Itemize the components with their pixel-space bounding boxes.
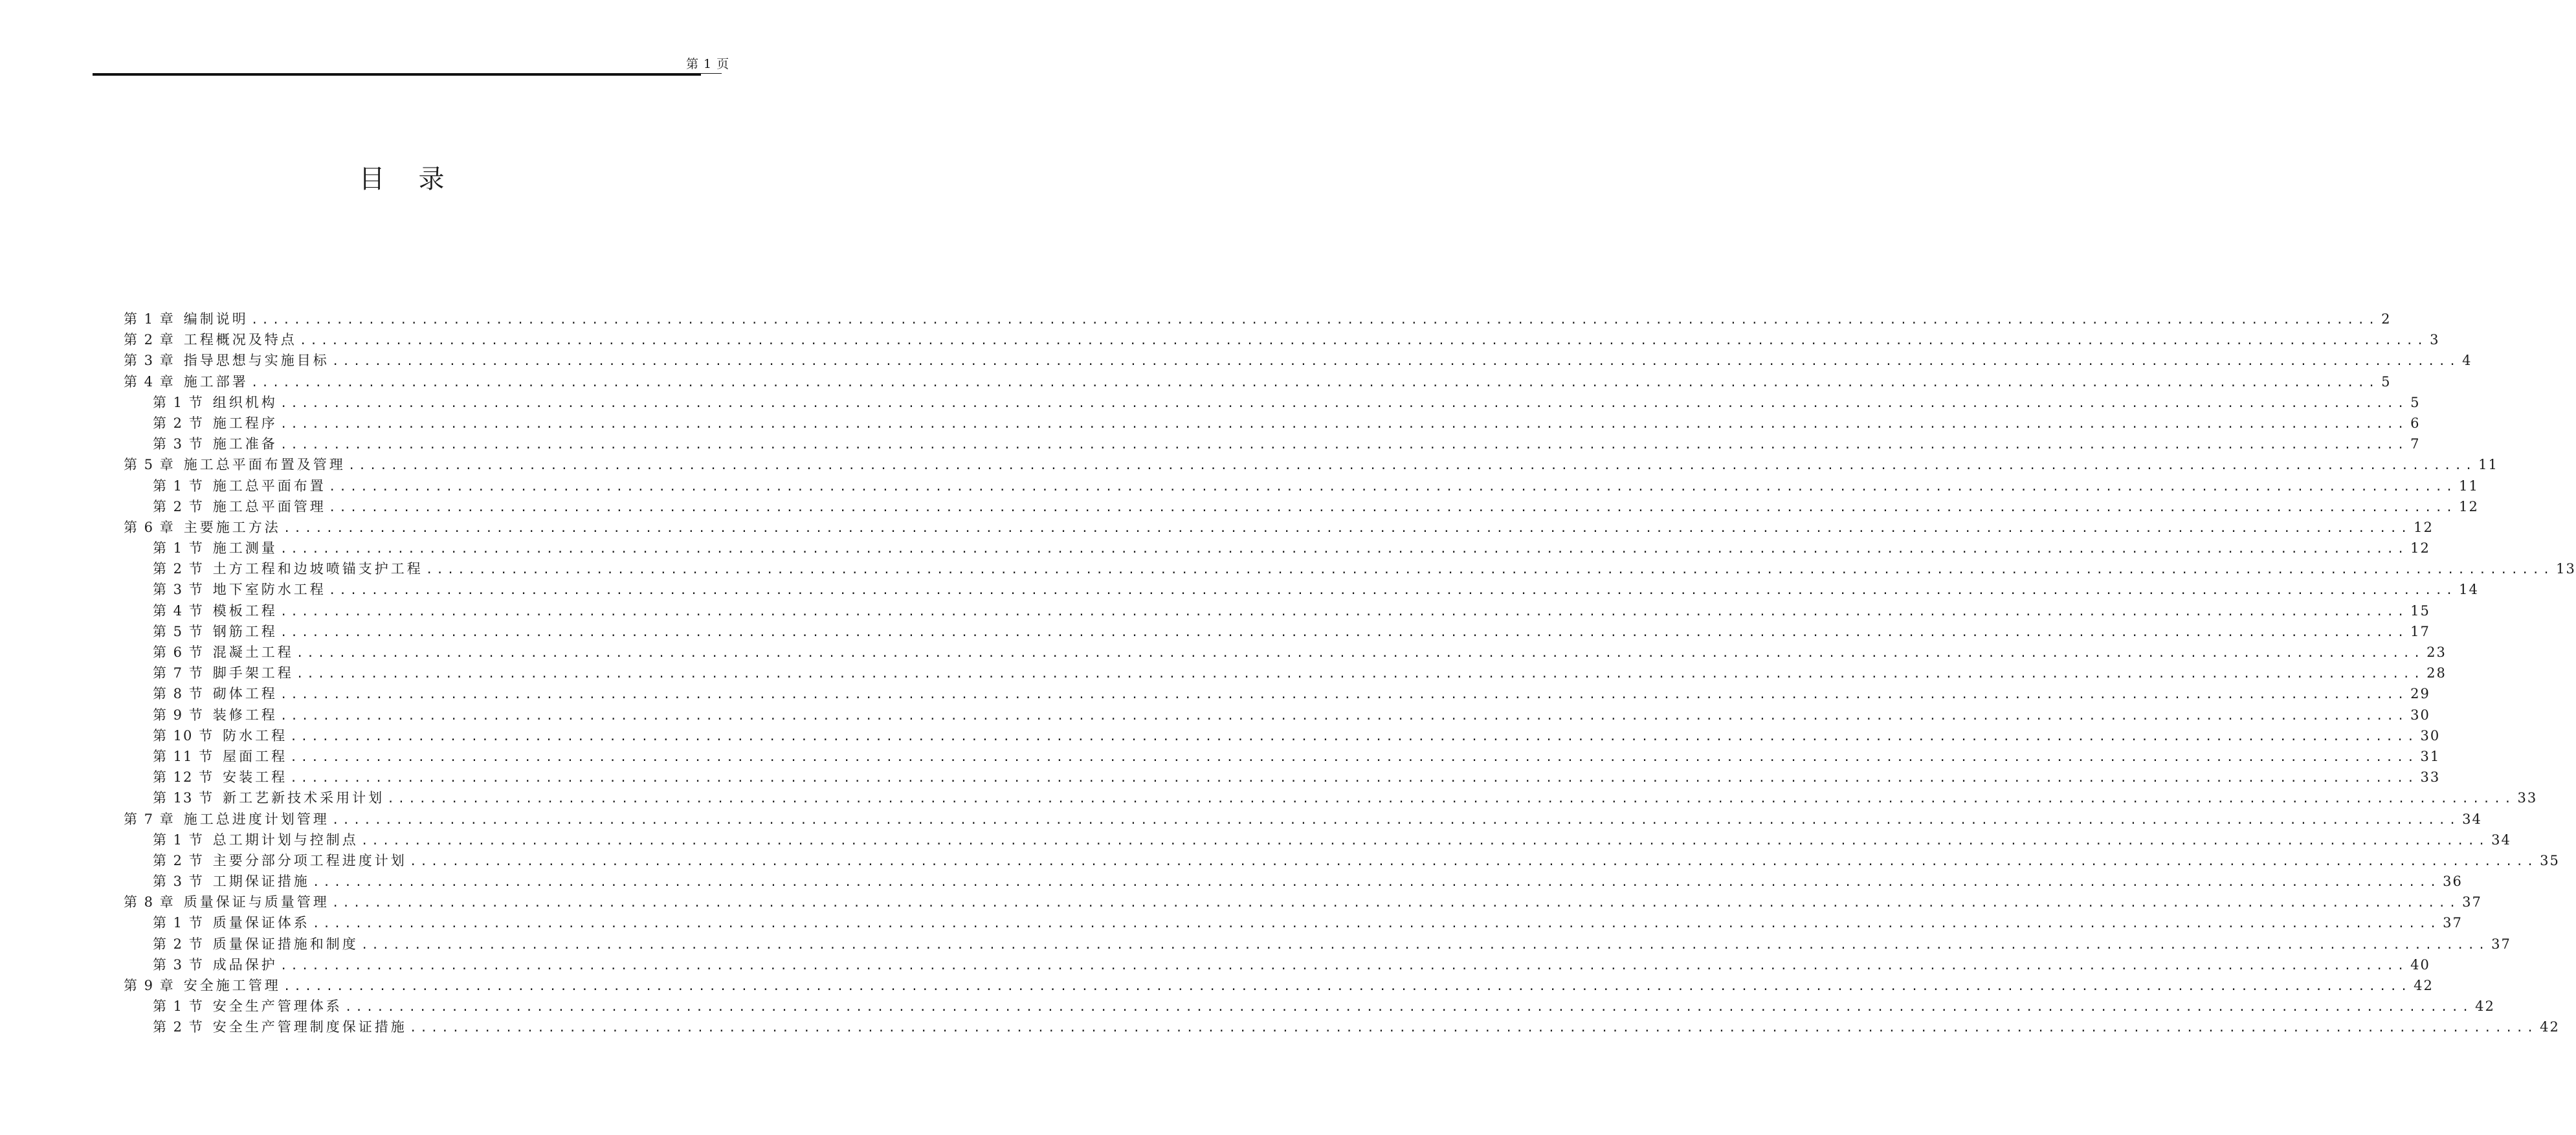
entry-number: 第 1 节 xyxy=(153,478,204,494)
toc-section-entry[interactable] xyxy=(124,954,2430,975)
entry-page-number: 12 xyxy=(2414,519,2434,535)
entry-number: 第 5 章 xyxy=(124,457,175,473)
dot-leader: ........................................................................................................................................................................................................ xyxy=(387,792,2515,806)
entry-page-number: 7 xyxy=(2410,436,2421,452)
entry-page-number: 37 xyxy=(2443,915,2463,931)
entry-page-number: 42 xyxy=(2475,998,2495,1015)
entry-title: 施工总平面管理 xyxy=(212,498,326,514)
entry-number: 第 7 章 xyxy=(124,811,175,827)
dot-leader: ........................................................................................................................................................................................................ xyxy=(409,854,2538,868)
entry-number: 第 3 节 xyxy=(153,582,204,598)
toc-section-entry[interactable] xyxy=(124,683,2430,704)
dot-leader: ........................................................................................................................................................................................................ xyxy=(361,833,2489,848)
entry-page-number: 34 xyxy=(2462,811,2482,827)
header-rule xyxy=(93,73,701,76)
entry-page-number: 13 xyxy=(2556,561,2576,577)
entry-page-number: 29 xyxy=(2410,686,2430,702)
entry-title: 成品保护 xyxy=(212,956,278,973)
toc-chapter-entry[interactable] xyxy=(124,892,2482,912)
entry-title: 砌体工程 xyxy=(212,686,278,702)
entry-title: 组织机构 xyxy=(212,394,278,410)
toc-section-entry[interactable] xyxy=(124,725,2441,746)
dot-leader: ........................................................................................................................................................................................................ xyxy=(328,500,2457,514)
dot-leader: ........................................................................................................................................................................................................ xyxy=(280,709,2408,723)
entry-title: 安装工程 xyxy=(223,769,288,786)
entry-number: 第 2 节 xyxy=(153,498,204,514)
dot-leader: ........................................................................................................................................................................................................ xyxy=(280,396,2408,410)
toc-section-entry[interactable] xyxy=(124,476,2479,496)
entry-title: 指导思想与实施目标 xyxy=(183,353,329,369)
toc-section-entry[interactable] xyxy=(124,434,2421,454)
entry-page-number: 4 xyxy=(2462,353,2472,369)
entry-title: 施工准备 xyxy=(212,436,278,452)
entry-page-number: 37 xyxy=(2462,894,2482,910)
entry-title: 工期保证措施 xyxy=(212,874,310,890)
entry-title: 施工总进度计划管理 xyxy=(183,811,329,827)
toc-section-entry[interactable] xyxy=(124,392,2421,413)
entry-title: 质量保证体系 xyxy=(212,915,310,931)
entry-number: 第 6 节 xyxy=(153,645,204,660)
toc-chapter-entry[interactable] xyxy=(124,309,2392,329)
dot-leader: ........................................................................................................................................................................................................ xyxy=(280,688,2408,702)
toc-section-entry[interactable] xyxy=(124,746,2441,767)
entry-page-number: 33 xyxy=(2420,769,2441,786)
toc-section-entry[interactable] xyxy=(124,1017,2560,1037)
toc-section-entry[interactable] xyxy=(124,579,2479,600)
page-number: 第 1 页 xyxy=(686,57,730,71)
entry-title: 工程概况及特点 xyxy=(183,332,297,348)
toc-chapter-entry[interactable] xyxy=(124,517,2434,538)
table-of-contents xyxy=(124,309,2576,1038)
dot-leader: ........................................................................................................................................................................................................ xyxy=(328,584,2457,598)
entry-title: 安全施工管理 xyxy=(183,978,281,993)
dot-leader: ........................................................................................................................................................................................................ xyxy=(299,334,2428,348)
dot-leader: ........................................................................................................................................................................................................ xyxy=(280,542,2408,556)
dot-leader: ........................................................................................................................................................................................................ xyxy=(348,459,2476,473)
entry-number: 第 4 节 xyxy=(153,602,204,619)
entry-title: 主要分部分项工程进度计划 xyxy=(212,852,407,868)
dot-leader: ........................................................................................................................................................................................................ xyxy=(312,917,2441,931)
entry-page-number: 42 xyxy=(2414,978,2434,993)
dot-leader: ........................................................................................................................................................................................................ xyxy=(280,625,2408,639)
entry-page-number: 30 xyxy=(2410,707,2430,723)
entry-page-number: 14 xyxy=(2459,582,2479,598)
entry-number: 第 3 节 xyxy=(153,956,204,973)
entry-page-number: 5 xyxy=(2410,394,2421,410)
entry-title: 总工期计划与控制点 xyxy=(212,832,359,848)
entry-page-number: 5 xyxy=(2381,373,2392,390)
dot-leader: ........................................................................................................................................................................................................ xyxy=(312,876,2441,890)
entry-number: 第 5 节 xyxy=(153,623,204,639)
entry-title: 施工程序 xyxy=(212,415,278,431)
entry-number: 第 2 节 xyxy=(153,852,204,868)
toc-chapter-entry[interactable] xyxy=(124,350,2472,371)
entry-number: 第 1 节 xyxy=(153,998,204,1015)
toc-section-entry[interactable] xyxy=(124,788,2538,808)
dot-leader: ........................................................................................................................................................................................................ xyxy=(283,980,2412,993)
entry-page-number: 11 xyxy=(2478,457,2498,473)
entry-page-number: 28 xyxy=(2426,665,2447,681)
dot-leader: ........................................................................................................................................................................................................ xyxy=(290,729,2418,744)
entry-page-number: 23 xyxy=(2426,645,2447,660)
dot-leader: ........................................................................................................................................................................................................ xyxy=(331,896,2460,910)
toc-section-entry[interactable] xyxy=(124,996,2495,1017)
toc-section-entry[interactable] xyxy=(124,601,2430,621)
toc-section-entry[interactable] xyxy=(124,642,2447,663)
entry-page-number: 2 xyxy=(2381,311,2392,327)
entry-number: 第 2 节 xyxy=(153,561,204,577)
entry-title: 施工总平面布置 xyxy=(212,478,326,494)
toc-section-entry[interactable] xyxy=(124,934,2511,954)
entry-title: 新工艺新技术采用计划 xyxy=(223,790,385,806)
toc-chapter-entry[interactable] xyxy=(124,329,2440,350)
entry-title: 混凝土工程 xyxy=(212,645,294,660)
entry-page-number: 12 xyxy=(2459,498,2479,514)
entry-number: 第 11 节 xyxy=(153,748,214,764)
entry-page-number: 31 xyxy=(2420,748,2441,764)
entry-number: 第 1 章 xyxy=(124,311,175,327)
entry-number: 第 3 章 xyxy=(124,353,175,369)
entry-title: 施工总平面布置及管理 xyxy=(183,457,346,473)
entry-page-number: 11 xyxy=(2459,478,2479,494)
toc-section-entry[interactable] xyxy=(124,413,2421,434)
toc-section-entry[interactable] xyxy=(124,871,2463,892)
dot-leader: ........................................................................................................................................................................................................ xyxy=(344,1000,2473,1015)
entry-title: 编制说明 xyxy=(183,311,249,327)
entry-number: 第 2 章 xyxy=(124,332,175,348)
entry-number: 第 8 章 xyxy=(124,894,175,910)
entry-number: 第 13 节 xyxy=(153,790,214,806)
entry-number: 第 12 节 xyxy=(153,769,214,786)
entry-number: 第 6 章 xyxy=(124,519,175,535)
entry-title: 屋面工程 xyxy=(223,748,288,764)
entry-page-number: 15 xyxy=(2410,602,2430,619)
entry-title: 安全生产管理体系 xyxy=(212,998,342,1015)
entry-number: 第 9 章 xyxy=(124,978,175,993)
entry-page-number: 12 xyxy=(2410,540,2430,556)
entry-title: 主要施工方法 xyxy=(183,519,281,535)
entry-page-number: 35 xyxy=(2540,852,2560,868)
entry-title: 安全生产管理制度保证措施 xyxy=(212,1019,407,1035)
entry-title: 地下室防水工程 xyxy=(212,582,326,598)
dot-leader: ........................................................................................................................................................................................................ xyxy=(250,313,2379,327)
dot-leader: ........................................................................................................................................................................................................ xyxy=(280,958,2408,973)
entry-title: 施工部署 xyxy=(183,373,249,390)
toc-section-entry[interactable] xyxy=(124,830,2511,850)
toc-section-entry[interactable] xyxy=(124,663,2447,683)
entry-number: 第 3 节 xyxy=(153,436,204,452)
entry-page-number: 17 xyxy=(2410,623,2430,639)
entry-page-number: 37 xyxy=(2491,936,2511,952)
entry-number: 第 1 节 xyxy=(153,540,204,556)
toc-section-entry[interactable] xyxy=(124,850,2560,871)
toc-section-entry[interactable] xyxy=(124,912,2463,933)
toc-section-entry[interactable] xyxy=(124,621,2430,642)
toc-section-entry[interactable] xyxy=(124,558,2576,579)
dot-leader: ........................................................................................................................................................................................................ xyxy=(296,667,2425,681)
entry-number: 第 2 节 xyxy=(153,936,204,952)
dot-leader: ........................................................................................................................................................................................................ xyxy=(280,604,2408,619)
entry-page-number: 42 xyxy=(2540,1019,2560,1035)
entry-page-number: 30 xyxy=(2420,727,2441,744)
entry-page-number: 40 xyxy=(2410,956,2430,973)
entry-number: 第 1 节 xyxy=(153,832,204,848)
entry-number: 第 8 节 xyxy=(153,686,204,702)
toc-section-entry[interactable] xyxy=(124,705,2430,725)
entry-page-number: 33 xyxy=(2517,790,2538,806)
dot-leader: ........................................................................................................................................................................................................ xyxy=(425,563,2554,577)
entry-page-number: 6 xyxy=(2410,415,2421,431)
entry-title: 质量保证与质量管理 xyxy=(183,894,329,910)
entry-number: 第 2 节 xyxy=(153,1019,204,1035)
toc-chapter-entry[interactable] xyxy=(124,454,2498,475)
entry-number: 第 9 节 xyxy=(153,707,204,723)
dot-leader: ........................................................................................................................................................................................................ xyxy=(409,1021,2538,1035)
entry-number: 第 1 节 xyxy=(153,915,204,931)
dot-leader: ........................................................................................................................................................................................................ xyxy=(328,479,2457,494)
entry-number: 第 1 节 xyxy=(153,394,204,410)
toc-chapter-entry[interactable] xyxy=(124,371,2392,392)
entry-title: 质量保证措施和制度 xyxy=(212,936,359,952)
entry-title: 装修工程 xyxy=(212,707,278,723)
entry-number: 第 10 节 xyxy=(153,727,214,744)
entry-page-number: 36 xyxy=(2443,874,2463,890)
toc-title: 目录 xyxy=(359,164,478,194)
entry-title: 施工测量 xyxy=(212,540,278,556)
entry-title: 防水工程 xyxy=(223,727,288,744)
dot-leader: ........................................................................................................................................................................................................ xyxy=(290,771,2418,786)
entry-title: 钢筋工程 xyxy=(212,623,278,639)
toc-section-entry[interactable] xyxy=(124,496,2479,517)
entry-page-number: 34 xyxy=(2491,832,2511,848)
toc-section-entry[interactable] xyxy=(124,767,2441,788)
dot-leader: ........................................................................................................................................................................................................ xyxy=(331,355,2460,369)
entry-page-number: 3 xyxy=(2430,332,2440,348)
toc-chapter-entry[interactable] xyxy=(124,809,2482,830)
entry-number: 第 4 章 xyxy=(124,373,175,390)
entry-title: 土方工程和边坡喷锚支护工程 xyxy=(212,561,423,577)
entry-title: 脚手架工程 xyxy=(212,665,294,681)
entry-number: 第 2 节 xyxy=(153,415,204,431)
dot-leader: ........................................................................................................................................................................................................ xyxy=(280,438,2408,452)
entry-title: 模板工程 xyxy=(212,602,278,619)
dot-leader: ........................................................................................................................................................................................................ xyxy=(283,521,2412,535)
toc-section-entry[interactable] xyxy=(124,538,2430,558)
dot-leader: ........................................................................................................................................................................................................ xyxy=(290,750,2418,764)
dot-leader: ........................................................................................................................................................................................................ xyxy=(331,813,2460,827)
entry-number: 第 7 节 xyxy=(153,665,204,681)
entry-number: 第 3 节 xyxy=(153,874,204,890)
dot-leader: ........................................................................................................................................................................................................ xyxy=(250,375,2379,390)
dot-leader: ........................................................................................................................................................................................................ xyxy=(361,938,2489,952)
toc-chapter-entry[interactable] xyxy=(124,975,2434,996)
dot-leader: ........................................................................................................................................................................................................ xyxy=(280,417,2408,431)
dot-leader: ........................................................................................................................................................................................................ xyxy=(296,646,2425,660)
